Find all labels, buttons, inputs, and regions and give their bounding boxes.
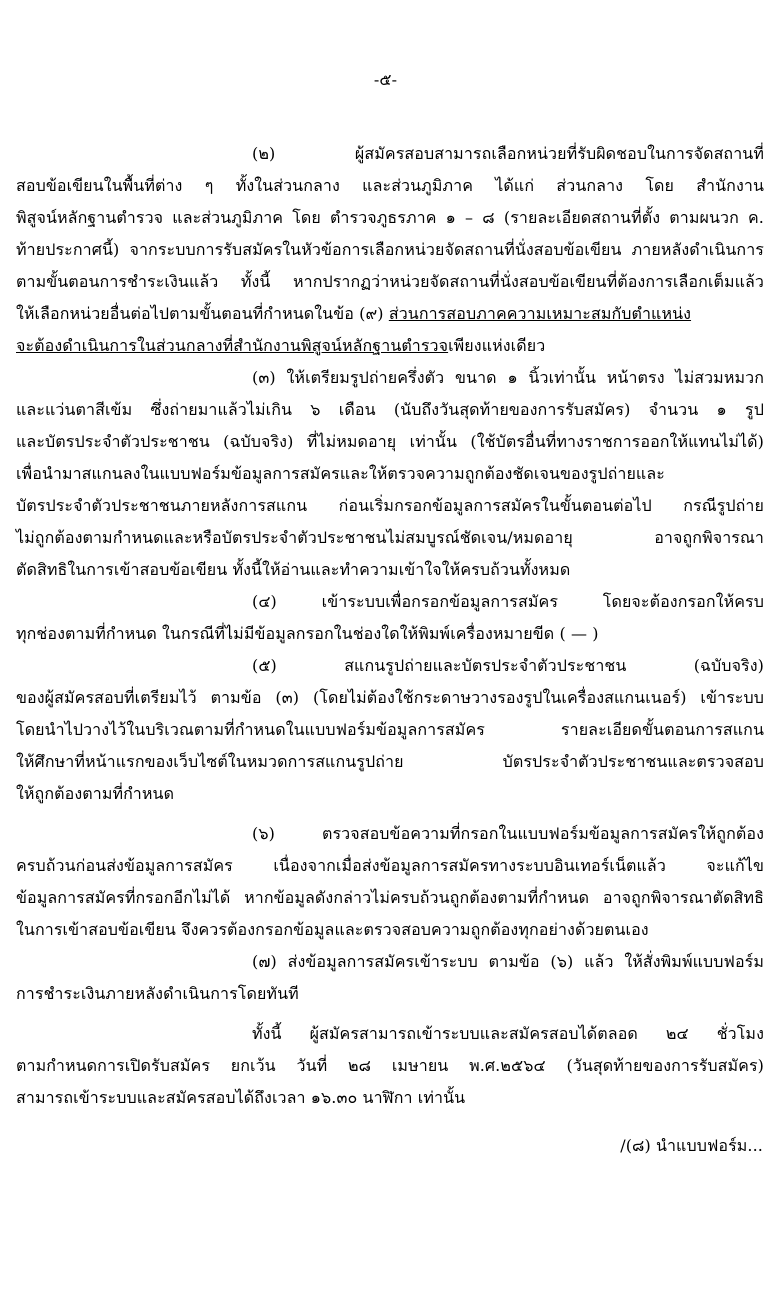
item2-line6: [16, 304, 691, 324]
item3-line5: บัตรประจำตัวประชาชนภายหลังการสแกน ก่อนเริ่มกรอกข้อมูลการสมัครในขั้นตอนต่อไป กรณีรูปถ่าย: [16, 496, 764, 515]
item2-underlined-text: ส่วนการสอบภาคความเหมาะสมกับตำแหน่ง: [388, 304, 692, 323]
item6-line4: ในการเข้าสอบข้อเขียน จึงควรต้องกรอกข้อมูลและตรวจสอบความถูกต้องทุกอย่างด้วยตนเอง: [16, 920, 649, 939]
note-line1: ทั้งนี้ ผู้สมัครสามารถเข้าระบบและสมัครสอบได้ตลอด ๒๔ ชั่วโมง: [252, 1024, 764, 1043]
item2-line4: ท้ายประกาศนี้) จากระบบการรับสมัครในหัวข้อการเลือกหน่วยจัดสถานที่นั่งสอบข้อเขียน ภายหลังดำเนินการ: [16, 240, 764, 259]
item2-line7-underlined: จะต้องดำเนินการในส่วนกลางที่สำนักงานพิสูจน์หลักฐานตำรวจ: [16, 336, 449, 355]
item5-line1: (๕) สแกนรูปถ่ายและบัตรประจำตัวประชาชน (ฉบับจริง): [252, 656, 764, 675]
note-line2: ตามกำหนดการเปิดรับสมัคร ยกเว้น วันที่ ๒๘ เมษายน พ.ศ.๒๕๖๔ (วันสุดท้ายของการรับสมัคร): [16, 1056, 764, 1075]
item4-line1: (๔) เข้าระบบเพื่อกรอกข้อมูลการสมัคร โดยจะต้องกรอกให้ครบ: [252, 592, 764, 611]
item7-line2: การชำระเงินภายหลังดำเนินการโดยทันที: [16, 984, 299, 1003]
item3-line7: ตัดสิทธิในการเข้าสอบข้อเขียน ทั้งนี้ให้อ่านและทำความเข้าใจให้ครบถ้วนทั้งหมด: [16, 560, 571, 579]
page-number: -๕-: [373, 70, 398, 89]
item3-line3: และบัตรประจำตัวประชาชน (ฉบับจริง) ที่ไม่หมดอายุ เท่านั้น (ใช้บัตรอื่นที่ทางราชการออกให้แทนไม่ได้): [16, 432, 764, 451]
item2-line7: [16, 336, 545, 356]
item5-line2: ของผู้สมัครสอบที่เตรียมไว้ ตามข้อ (๓) (โดยไม่ต้องใช้กระดาษวางรองรูปในเครื่องสแกนเนอร์) เข้าระบบ: [16, 688, 764, 707]
item2-line6-text: ให้เลือกหน่วยอื่นต่อไปตามขั้นตอนที่กำหนดในข้อ (๙): [16, 304, 389, 323]
note-line3: สามารถเข้าระบบและสมัครสอบได้ถึงเวลา ๑๖.๓๐ นาฬิกา เท่านั้น: [16, 1088, 466, 1107]
item3-line6: ไม่ถูกต้องตามกำหนดและหรือบัตรประจำตัวประชาชนไม่สมบูรณ์ชัดเจน/หมดอายุ อาจถูกพิจารณา: [16, 528, 764, 547]
item2-line2: สอบข้อเขียนในพื้นที่ต่าง ๆ ทั้งในส่วนกลาง และส่วนภูมิภาค ได้แก่ ส่วนกลาง โดย สำนักงาน: [16, 176, 764, 195]
item5-line5: ให้ถูกต้องตามที่กำหนด: [16, 784, 175, 803]
continuation-footer: /(๘) นำแบบฟอร์ม...: [620, 1136, 763, 1155]
item4-line2: ทุกช่องตามที่กำหนด ในกรณีที่ไม่มีข้อมูลกรอกในช่องใดให้พิมพ์เครื่องหมายขีด ( — ): [16, 624, 599, 643]
item3-line2: และแว่นตาสีเข้ม ซึ่งถ่ายมาแล้วไม่เกิน ๖ เดือน (นับถึงวันสุดท้ายของการรับสมัคร) จำนวน ๑ รูป: [16, 400, 764, 419]
item5-line3: โดยนำไปวางไว้ในบริเวณตามที่กำหนดในแบบฟอร์มข้อมูลการสมัคร รายละเอียดขั้นตอนการสแกน: [16, 720, 764, 739]
item2-line1: (๒) ผู้สมัครสอบสามารถเลือกหน่วยที่รับผิดชอบในการจัดสถานที่: [252, 144, 764, 163]
item2-line5: ตามขั้นตอนการชำระเงินแล้ว ทั้งนี้ หากปรากฏว่าหน่วยจัดสถานที่นั่งสอบข้อเขียนที่ต้องการเลือกเต็มแล้ว: [16, 272, 764, 291]
item2-line3: พิสูจน์หลักฐานตำรวจ และส่วนภูมิภาค โดย ตำรวจภูธรภาค ๑ – ๘ (รายละเอียดสถานที่ตั้ง ตามผนวก ค.: [16, 208, 764, 227]
item3-line4: เพื่อนำมาสแกนลงในแบบฟอร์มข้อมูลการสมัครและให้ตรวจความถูกต้องชัดเจนของรูปถ่ายและ: [16, 464, 665, 483]
item3-line1: (๓) ให้เตรียมรูปถ่ายครึ่งตัว ขนาด ๑ นิ้วเท่านั้น หน้าตรง ไม่สวมหมวก: [252, 368, 764, 387]
item5-line4: ให้ศึกษาที่หน้าแรกของเว็บไซต์ในหมวดการสแกนรูปถ่าย บัตรประจำตัวประชาชนและตรวจสอบ: [16, 752, 764, 771]
item6-line1: (๖) ตรวจสอบข้อความที่กรอกในแบบฟอร์มข้อมูลการสมัครให้ถูกต้อง: [252, 824, 764, 843]
item7-line1: (๗) ส่งข้อมูลการสมัครเข้าระบบ ตามข้อ (๖) แล้ว ให้สั่งพิมพ์แบบฟอร์ม: [252, 952, 764, 971]
item6-line3: ข้อมูลการสมัครที่กรอกอีกไม่ได้ หากข้อมูลดังกล่าวไม่ครบถ้วนถูกต้องตามที่กำหนด อาจถูกพิจารณาตัดสิทธิ: [16, 888, 764, 907]
item2-line7-tail: เพียงแห่งเดียว: [448, 336, 546, 355]
item6-line2: ครบถ้วนก่อนส่งข้อมูลการสมัคร เนื่องจากเมื่อส่งข้อมูลการสมัครทางระบบอินเทอร์เน็ตแล้ว จะแก้ไข: [16, 856, 764, 875]
